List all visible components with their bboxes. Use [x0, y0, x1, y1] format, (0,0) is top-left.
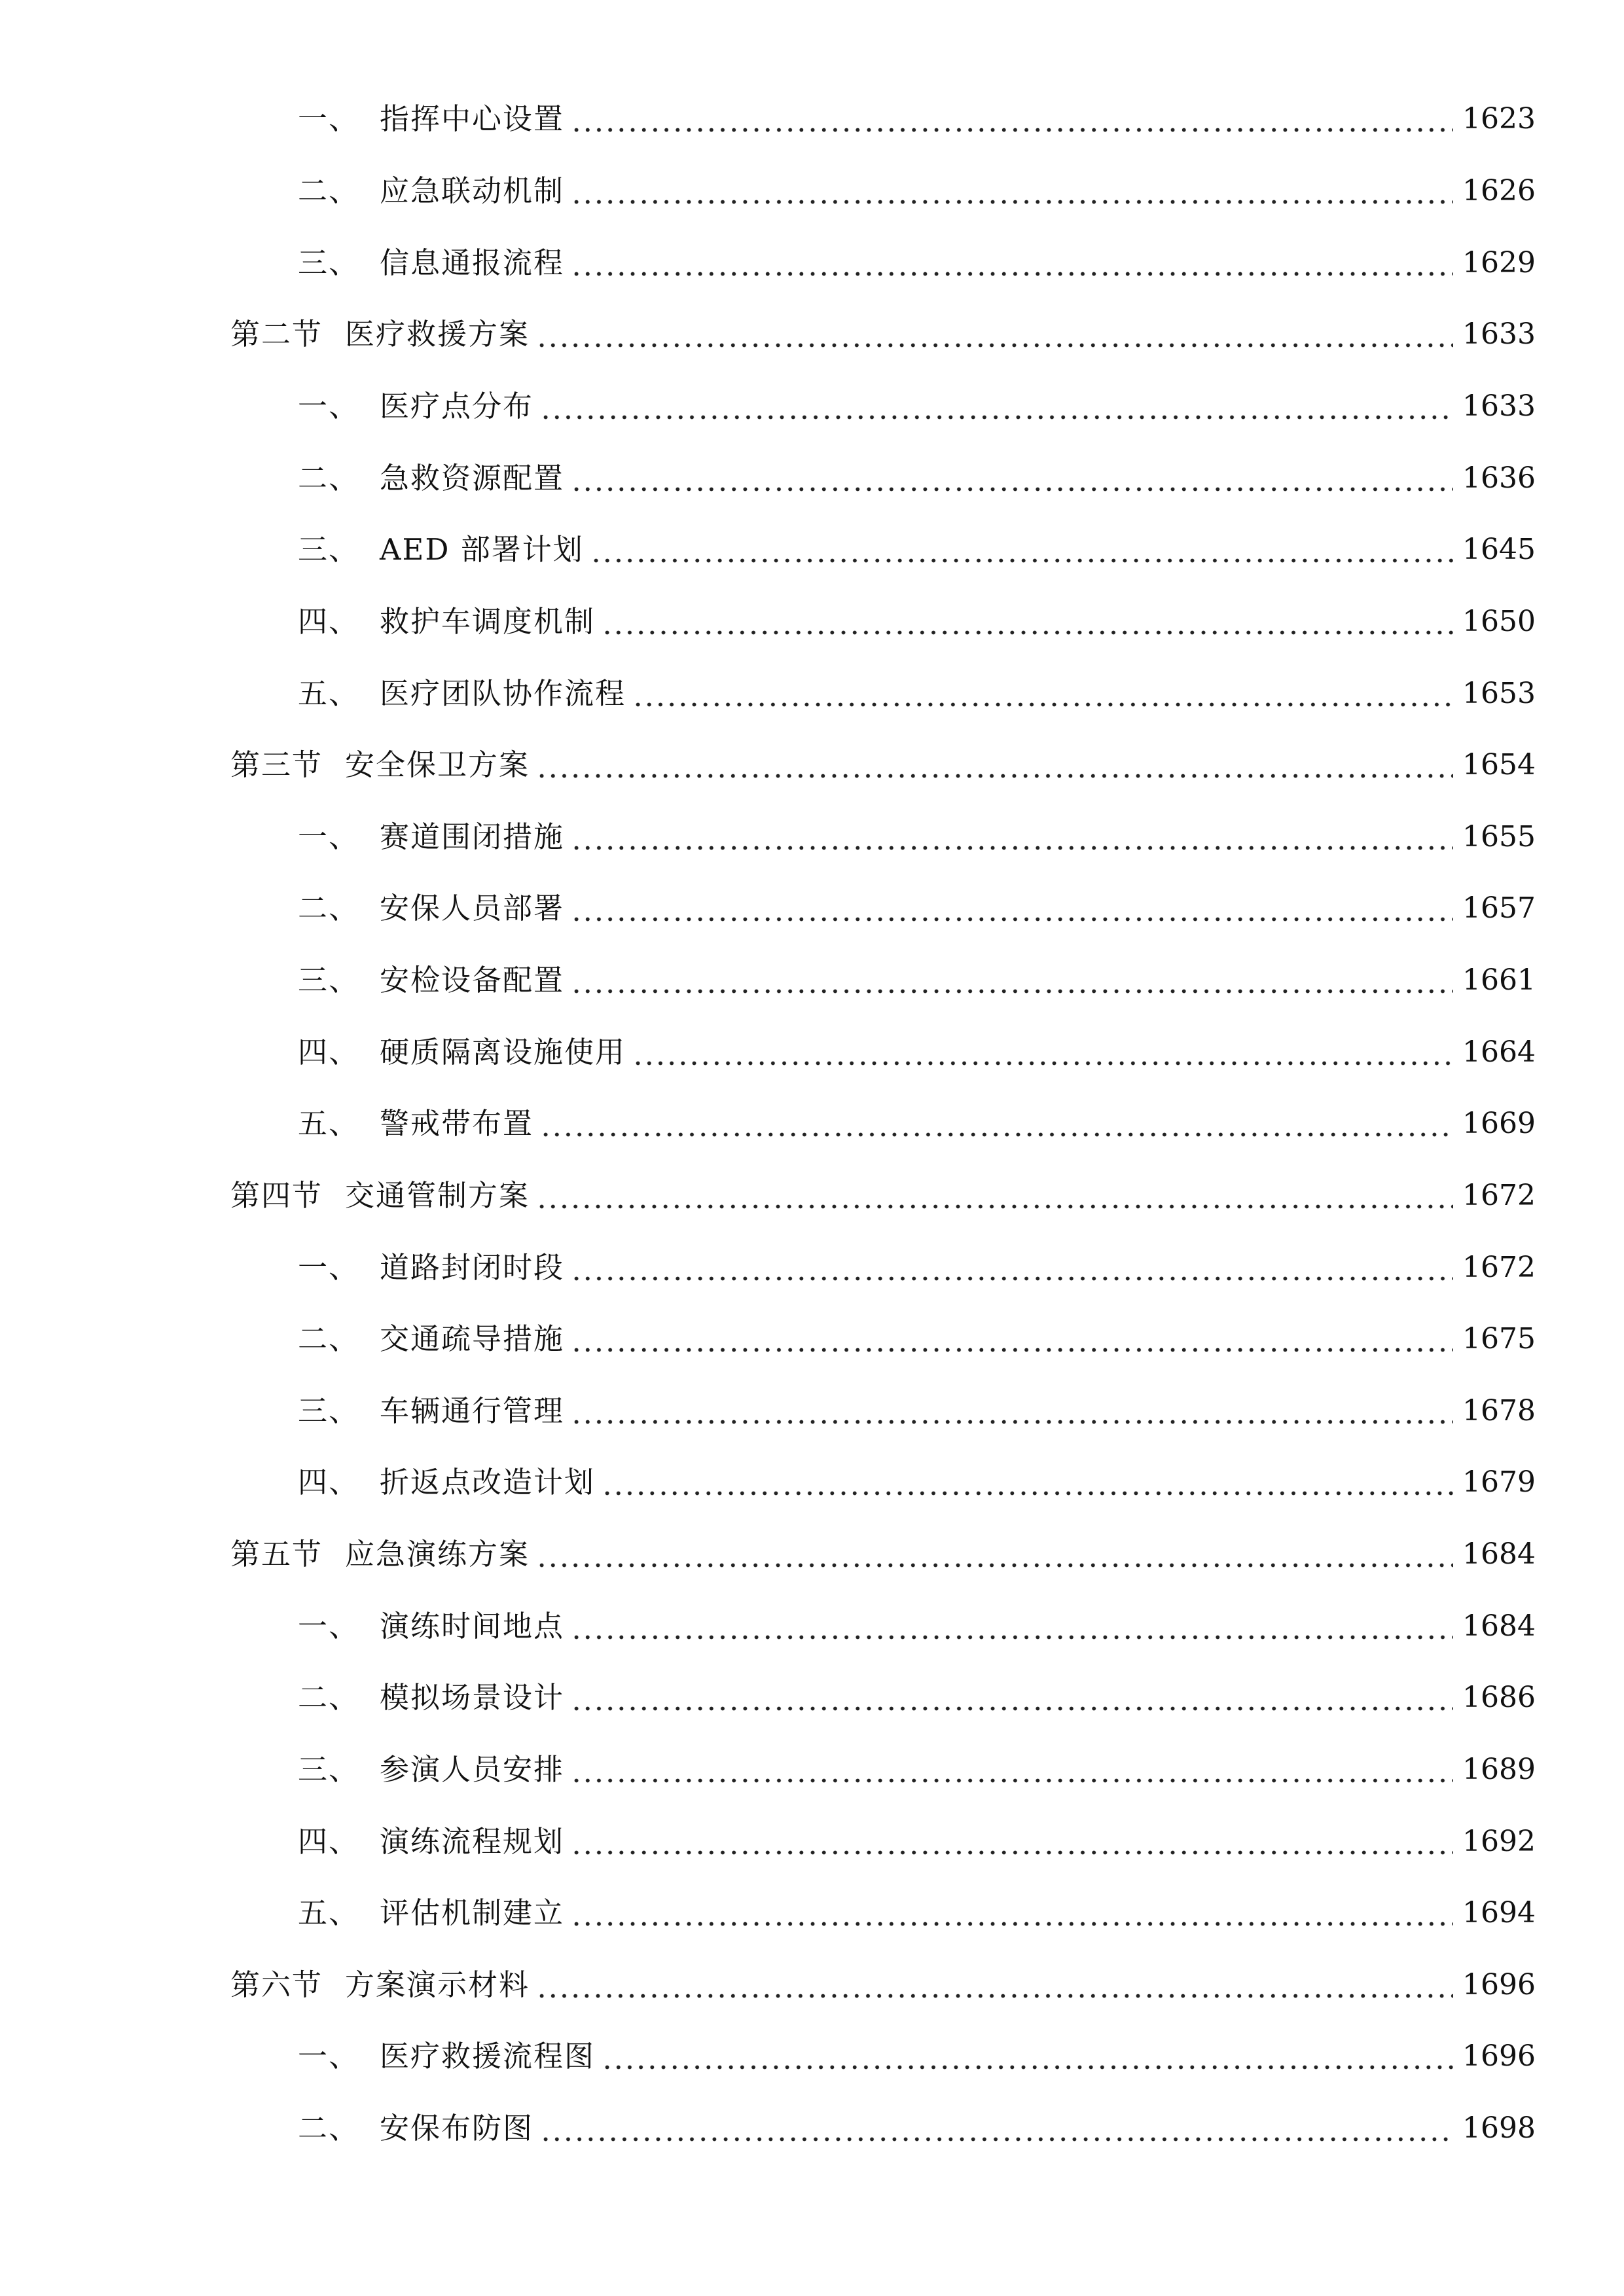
toc-section-entry[interactable] — [230, 1528, 1536, 1581]
toc-dot-leader — [571, 1816, 1453, 1868]
toc-entry-title: 医疗团队协作流程 — [380, 676, 626, 711]
toc-entry-title: 硬质隔离设施使用 — [380, 1035, 626, 1069]
toc-entry-number: 一、 — [298, 101, 360, 136]
toc-entry-title: 安保人员部署 — [380, 891, 565, 925]
toc-entry-title: AED 部署计划 — [380, 532, 584, 567]
toc-entry-number: 五、 — [298, 676, 360, 711]
toc-entry-page: 1633 — [1462, 317, 1536, 351]
toc-dot-leader — [536, 1959, 1453, 2011]
toc-entry-number: 一、 — [298, 1609, 360, 1643]
toc-entry-number: 二、 — [298, 2111, 360, 2145]
toc-dot-leader — [590, 524, 1453, 576]
toc-entry-title: 车辆通行管理 — [380, 1393, 565, 1428]
toc-section-number: 第四节 — [230, 1178, 323, 1213]
toc-entry-page: 1694 — [1462, 1896, 1536, 1929]
toc-entry-page: 1653 — [1462, 677, 1536, 710]
toc-entry-number: 一、 — [298, 819, 360, 854]
toc-dot-leader — [571, 954, 1453, 1007]
toc-entry[interactable] — [298, 524, 1536, 576]
toc-entry-page: 1696 — [1462, 1968, 1536, 2001]
toc-entry[interactable] — [298, 954, 1536, 1007]
toc-entry[interactable] — [298, 1887, 1536, 1939]
toc-entry-page: 1675 — [1462, 1322, 1536, 1355]
toc-entry-title: 医疗救援流程图 — [380, 2039, 596, 2073]
toc-section-title: 安全保卫方案 — [345, 747, 530, 782]
toc-entry-number: 二、 — [298, 1680, 360, 1715]
toc-entry[interactable] — [298, 1313, 1536, 1365]
toc-entry[interactable] — [298, 1242, 1536, 1294]
toc-dot-leader — [540, 2102, 1453, 2155]
toc-entry-title: 警戒带布置 — [380, 1106, 534, 1141]
toc-entry-number: 四、 — [298, 1035, 360, 1069]
toc-entry-number: 一、 — [298, 389, 360, 423]
toc-entry-title: 道路封闭时段 — [380, 1250, 565, 1285]
toc-entry-number: 三、 — [298, 532, 360, 567]
toc-dot-leader — [571, 1313, 1453, 1365]
toc-entry-page: 1661 — [1462, 963, 1536, 997]
toc-entry[interactable] — [298, 1098, 1536, 1150]
toc-entry-number: 三、 — [298, 963, 360, 997]
toc-section-entry[interactable] — [230, 739, 1536, 791]
toc-entry-title: 应急联动机制 — [380, 173, 565, 208]
toc-entry-title: 折返点改造计划 — [380, 1465, 596, 1499]
toc-entry-title: 参演人员安排 — [380, 1752, 565, 1787]
toc-entry-number: 二、 — [298, 1321, 360, 1356]
toc-dot-leader — [571, 1887, 1453, 1939]
toc-entry-page: 1623 — [1462, 102, 1536, 135]
toc-dot-leader — [571, 882, 1453, 935]
toc-entry-number: 二、 — [298, 891, 360, 925]
toc-dot-leader — [571, 1744, 1453, 1796]
toc-dot-leader — [571, 1600, 1453, 1653]
toc-section-title: 医疗救援方案 — [345, 317, 530, 351]
toc-entry-page: 1636 — [1462, 461, 1536, 495]
toc-entry-page: 1657 — [1462, 891, 1536, 925]
toc-dot-leader — [571, 165, 1453, 217]
toc-entry-page: 1692 — [1462, 1825, 1536, 1858]
toc-entry[interactable] — [298, 1456, 1536, 1509]
toc-entry-number: 一、 — [298, 1250, 360, 1285]
toc-entry-page: 1684 — [1462, 1537, 1536, 1571]
toc-dot-leader — [536, 1528, 1453, 1581]
toc-entry-number: 二、 — [298, 173, 360, 208]
toc-dot-leader — [540, 1098, 1453, 1150]
toc-entry-title: 赛道围闭措施 — [380, 819, 565, 854]
toc-entry-title: 模拟场景设计 — [380, 1680, 565, 1715]
toc-dot-leader — [571, 237, 1453, 289]
toc-entry-number: 五、 — [298, 1106, 360, 1141]
toc-dot-leader — [602, 1456, 1453, 1509]
toc-section-title: 应急演练方案 — [345, 1537, 530, 1571]
toc-entry[interactable] — [298, 2102, 1536, 2155]
toc-section-entry[interactable] — [230, 308, 1536, 361]
toc-entry-title: 交通疏导措施 — [380, 1321, 565, 1356]
toc-dot-leader — [602, 596, 1453, 648]
toc-entry[interactable] — [298, 811, 1536, 863]
toc-entry-page: 1664 — [1462, 1035, 1536, 1069]
toc-dot-leader — [571, 1242, 1453, 1294]
toc-entry-page: 1633 — [1462, 389, 1536, 423]
toc-entry[interactable] — [298, 596, 1536, 648]
toc-entry-page: 1679 — [1462, 1465, 1536, 1499]
toc-section-entry[interactable] — [230, 1170, 1536, 1222]
toc-entry-page: 1645 — [1462, 533, 1536, 566]
toc-entry-title: 安检设备配置 — [380, 963, 565, 997]
toc-entry-title: 信息通报流程 — [380, 245, 565, 280]
toc-entry-page: 1672 — [1462, 1251, 1536, 1284]
toc-dot-leader — [571, 93, 1453, 145]
toc-entry-number: 四、 — [298, 604, 360, 639]
toc-entry-number: 一、 — [298, 2039, 360, 2073]
toc-entry-title: 演练流程规划 — [380, 1824, 565, 1859]
toc-entry-number: 四、 — [298, 1465, 360, 1499]
toc-entry[interactable] — [298, 1816, 1536, 1868]
toc-dot-leader — [602, 2030, 1453, 2083]
toc-entry-page: 1684 — [1462, 1609, 1536, 1643]
toc-section-title: 方案演示材料 — [345, 1967, 530, 2002]
toc-entry[interactable] — [298, 1026, 1536, 1079]
toc-dot-leader — [571, 452, 1453, 505]
toc-dot-leader — [632, 1026, 1453, 1079]
toc-entry-number: 五、 — [298, 1895, 360, 1930]
toc-section-number: 第六节 — [230, 1967, 323, 2002]
toc-entry-page: 1696 — [1462, 2039, 1536, 2073]
toc-entry[interactable] — [298, 93, 1536, 145]
toc-entry-title: 安保布防图 — [380, 2111, 534, 2145]
toc-entry[interactable] — [298, 452, 1536, 505]
toc-entry-page: 1686 — [1462, 1681, 1536, 1714]
toc-entry[interactable] — [298, 1600, 1536, 1653]
toc-entry-page: 1629 — [1462, 246, 1536, 279]
toc-section-number: 第五节 — [230, 1537, 323, 1571]
toc-entry-number: 三、 — [298, 1752, 360, 1787]
toc-entry-page: 1669 — [1462, 1107, 1536, 1140]
toc-entry[interactable] — [298, 882, 1536, 935]
toc-entry-page: 1626 — [1462, 174, 1536, 207]
toc-entry-page: 1655 — [1462, 820, 1536, 853]
toc-section-number: 第二节 — [230, 317, 323, 351]
toc-entry-title: 医疗点分布 — [380, 389, 534, 423]
toc-dot-leader — [536, 308, 1453, 361]
toc-dot-leader — [536, 1170, 1453, 1222]
toc-entry-page: 1650 — [1462, 605, 1536, 638]
toc-entry-page: 1672 — [1462, 1179, 1536, 1212]
toc-entry-page: 1698 — [1462, 2111, 1536, 2145]
toc-entry-title: 演练时间地点 — [380, 1609, 565, 1643]
toc-entry[interactable] — [298, 1672, 1536, 1724]
toc-entry-page: 1689 — [1462, 1753, 1536, 1786]
toc-entry[interactable] — [298, 668, 1536, 720]
toc-entry-page: 1678 — [1462, 1394, 1536, 1427]
toc-entry[interactable] — [298, 165, 1536, 217]
toc-entry[interactable] — [298, 1744, 1536, 1796]
toc-entry-title: 评估机制建立 — [380, 1895, 565, 1930]
toc-entry-number: 三、 — [298, 1393, 360, 1428]
toc-entry[interactable] — [298, 1385, 1536, 1437]
toc-entry[interactable] — [298, 2030, 1536, 2083]
toc-entry-title: 指挥中心设置 — [380, 101, 565, 136]
toc-entry-title: 急救资源配置 — [380, 461, 565, 495]
toc-entry-page: 1654 — [1462, 748, 1536, 781]
toc-dot-leader — [571, 1672, 1453, 1724]
toc-entry-number: 四、 — [298, 1824, 360, 1859]
toc-dot-leader — [571, 1385, 1453, 1437]
toc-entry-number: 二、 — [298, 461, 360, 495]
toc-section-title: 交通管制方案 — [345, 1178, 530, 1213]
toc-entry-number: 三、 — [298, 245, 360, 280]
toc-entry-title: 救护车调度机制 — [380, 604, 596, 639]
toc-section-entry[interactable] — [230, 1959, 1536, 2011]
toc-dot-leader — [536, 739, 1453, 791]
toc-entry[interactable] — [298, 237, 1536, 289]
toc-dot-leader — [540, 380, 1453, 433]
toc-dot-leader — [632, 668, 1453, 720]
toc-entry[interactable] — [298, 380, 1536, 433]
toc-dot-leader — [571, 811, 1453, 863]
toc-section-number: 第三节 — [230, 747, 323, 782]
